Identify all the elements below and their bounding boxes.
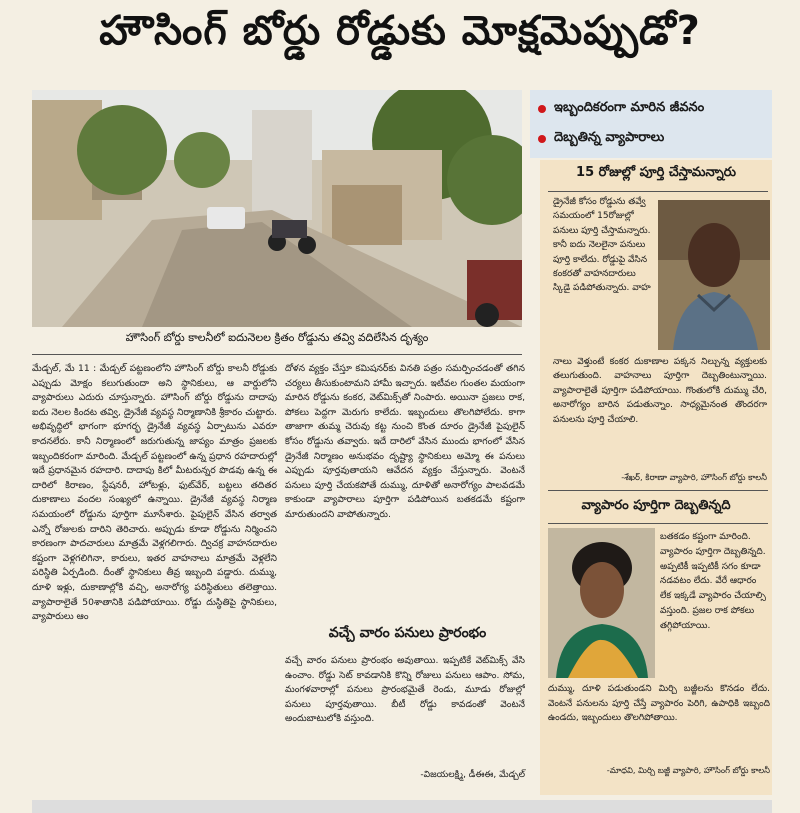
sidebar-byline-2: -మాధవి, మిర్చి బజ్జీ వ్యాపారి, హౌసింగ్ బోర్డు కాలనీ (606, 765, 770, 775)
article-column-middle-continued: వచ్చే వారం పనులు ప్రారంభం అవుతాయి. ఇప్పటికే వెట్‌మిక్స్ వేసి ఉంచాం. రోడ్డు సెట్ కావడానికి కొన్ని రోజులు పనులు ఆపాం. సోమ, మంగళవారాల్లో పనులు ప్రారంభమైతే రెండు, మూడు రోజుల్లో పనులు పూర్తవుతాయి. బీటీ రోడ్డు కావడంతో వెంటనే అందుబాటులోకి వస్తుంది. (285, 655, 525, 725)
article-column-left: మేడ్చల్, మే 11 : మేడ్చల్ పట్టణంలోని హౌసింగ్ బోర్డు కాలనీ రోడ్డుకు ఎప్పుడు మోక్షం కలుగుతుందా అని స్థానికులు, ఆ వార్డులోని వ్యాపారులు ఎదురు చూస్తున్నారు. హౌసింగ్ బోర్డు రోడ్డును దాదాపు ఐదు నెలల కిందట తవ్వి, డ్రైనేజీ వ్యవస్థ నిర్మాణానికి శ్రీకారం చుట్టారు. అభివృద్ధిలో భాగంగా భూగర్భ డ్రైనేజీ వ్యవస్థ ఏర్పాటును ఎవరూ కాదనలేరు. కానీ నిర్మాణంలో జరుగుతున్న జాప్యం మాత్రం ప్రజలకు ఇబ్బందికరంగా మారింది. మేడ్చల్ పట్టణంలో ఉన్న ప్రధాన రహదారుల్లో ఇదే ప్రధానమైన రహదారి. దాదాపు కిలో మీటరున్నర పొడవు ఉన్న ఈ దారిలో కిరాణం, స్టేషనరీ, హోటళ్లు, ఫుట్‌వేర్, బట్టలు తదితర దుకాణాలు వందల సంఖ్యలో ఉన్నాయి. డ్రైనేజీ వ్యవస్థ నిర్మాణ సమయంలో రోడ్డును పూర్తిగా మూసేశారు. పైపులైన్ వేసిన తర్వాత ఎన్నో రోజులకు దారిని తెరిచారు. అప్పుడు కూడా రోడ్డును నిర్మించని కారణంగా పాదచారులు మాత్రమే వెళ్లగలిగారు. ద్విచక్ర వాహనదారుల కష్టంగా వెళ్లగలిగినా, కారులు, ఇతర వాహనాలు మాత్రమే వెళ్లలేని పరిస్థితి ఏర్పడింది. దీంతో స్థానికులు తీవ్ర ఇబ్బంది పడ్డారు. దుమ్ము, దూళి ఇళ్లు, దుకాణాల్లోకి వచ్చి, అనారోగ్య పరిస్థితులు తలెత్తాయి. వ్యాపారాలైతే 50శాతానికి పడిపోయాయి. రోడ్డు దుస్థితిపై స్థానికులు, వ్యాపారులు ఆం (32, 363, 277, 623)
sidebar-rule (548, 191, 768, 192)
sidebar-text-1b: నాలు వెళ్తుంటే కంకర దుకాణాల పక్కన నిల్చున్న వ్యక్తులకు తలుగుతుంది. వాహనాలు పూర్తిగా దెబ్బతింటున్నాయి. వ్యాపారాలైతే పూర్తిగా పడిపోయాయి. గొంతులోకి దుమ్ము చేరి, అనారోగ్యం బారిన పడుతున్నాం. సాధ్యమైనంత తొందరగా పనులను పూర్తి చేయాలి. (553, 357, 767, 425)
photo-caption: హౌసింగ్ బోర్డు కాలనీలో ఐదునెలల క్రితం రోడ్డును తవ్వి వదిలేసిన దృశ్యం (125, 331, 429, 344)
sidebar-divider (548, 490, 768, 491)
next-article-strip (32, 800, 772, 813)
caption-rule (32, 354, 522, 355)
portrait-photo-woman (548, 528, 655, 678)
sidebar-byline-1: -శేఖర్, కిరాణా వ్యాపారి, హౌసింగ్ బోర్డు కాలనీ (621, 472, 767, 482)
portrait-photo-man (658, 200, 770, 350)
article-byline: -విజయలక్ష్మి, డీఈఈ, మేడ్చల్ (420, 770, 525, 780)
highlight-item (530, 94, 772, 124)
bullet-icon (538, 135, 546, 143)
article-column-middle: దోళన వ్యక్తం చేస్తూ కమిషనర్‌కు వినతి పత్రం సమర్పించడంతో తగిన చర్యలు తీసుకుంటామని హామీ ఇచ్చారు. ఇటీవల గుంతల మయంగా మారిన రోడ్డును కంకర, వెట్‌మిక్స్‌తో నింపారు. అయినా ప్రజలు రాక, పోకలు పెద్దగా మెరుగు కాలేదు. ఇబ్బందులు తొలగిపోలేదు. కాగా తాజాగా తుమ్మ చెరువు కట్ట నుంచి కొంత దూరం డ్రైనేజీ పైపులైన్ కోసం రోడ్డును తవ్వారు. ఇదే దారిలో వేసిన ముందు భాగంలో వేసిన డ్రైనేజీ నిర్మాణం అనుభవం దృష్ట్యా స్థానికులు అమ్మో ఈ పనులు ఎప్పుడు పూర్తవుతాయని ఆవేదన వ్యక్తం చేస్తున్నారు. వెంటనే పనులు పూర్తి చేయకపోతే దుమ్ము, దూళితో అనారోగ్యం పాలవడమే కాకుండా వ్యాపారాలు పూర్తిగా పడిపోయిన బతకడమే కష్టంగా మారుతుందని వాపోతున్నారు. (285, 363, 525, 520)
sidebar-text-1a: డ్రైనేజీ కోసం రోడ్డును తవ్వే సమయంలో 15రోజుల్లో పనులు పూర్తి చేస్తామన్నారు. కానీ ఐదు నెలలైనా పనులు పూర్తి కాలేదు. రోడ్డుపై వేసిన కంకరతో వాహనదారులు స్కిడై పడిపోతున్నారు. వాహ (553, 197, 651, 294)
highlights-box (530, 90, 772, 158)
headline: హౌసింగ్ బోర్డు రోడ్డుకు మోక్షమెప్పుడో? (99, 8, 701, 54)
highlight-item (530, 124, 772, 154)
sidebar-text-2b: దుమ్ము, దూళి పడుతుండని మిర్చి బజ్జీలను కొనడం లేదు. వెంటనే పనులను పూర్తి చేస్తే వ్యాపారం పెరిగి, ఉపాధికి ఇబ్బంది ఉండదు, ఇబ్బందులు తొలగిపోతాయి. (548, 684, 770, 724)
sidebar-title-1: 15 రోజుల్లో పూర్తి చేస్తామన్నారు (576, 165, 736, 180)
sidebar-title-2: వ్యాపారం పూర్తిగా దెబ్బతిన్నది (581, 498, 731, 513)
highlight-text: దెబ్బతిన్న వ్యాపారాలు (554, 130, 665, 145)
sidebar-rule (548, 523, 768, 524)
highlight-text: ఇబ్బందికరంగా మారిన జీవనం (554, 100, 705, 115)
subheading-weekly-work: వచ్చే వారం పనులు ప్రారంభం (328, 625, 487, 641)
street-photo (32, 90, 522, 327)
bullet-icon (538, 105, 546, 113)
sidebar-text-2a: బతకడం కష్టంగా మారింది. వ్యాపారం పూర్తిగా దెబ్బతిన్నది. అప్పటికీ ఇప్పటికీ సగం కూడా నడవటం లేదు. వేరే ఆధారం లేక ఇక్కడే వ్యాపారం చేయాల్సి వస్తుంది. ప్రజల రాక పోకలు తగ్గిపోయాయి. (660, 532, 766, 631)
